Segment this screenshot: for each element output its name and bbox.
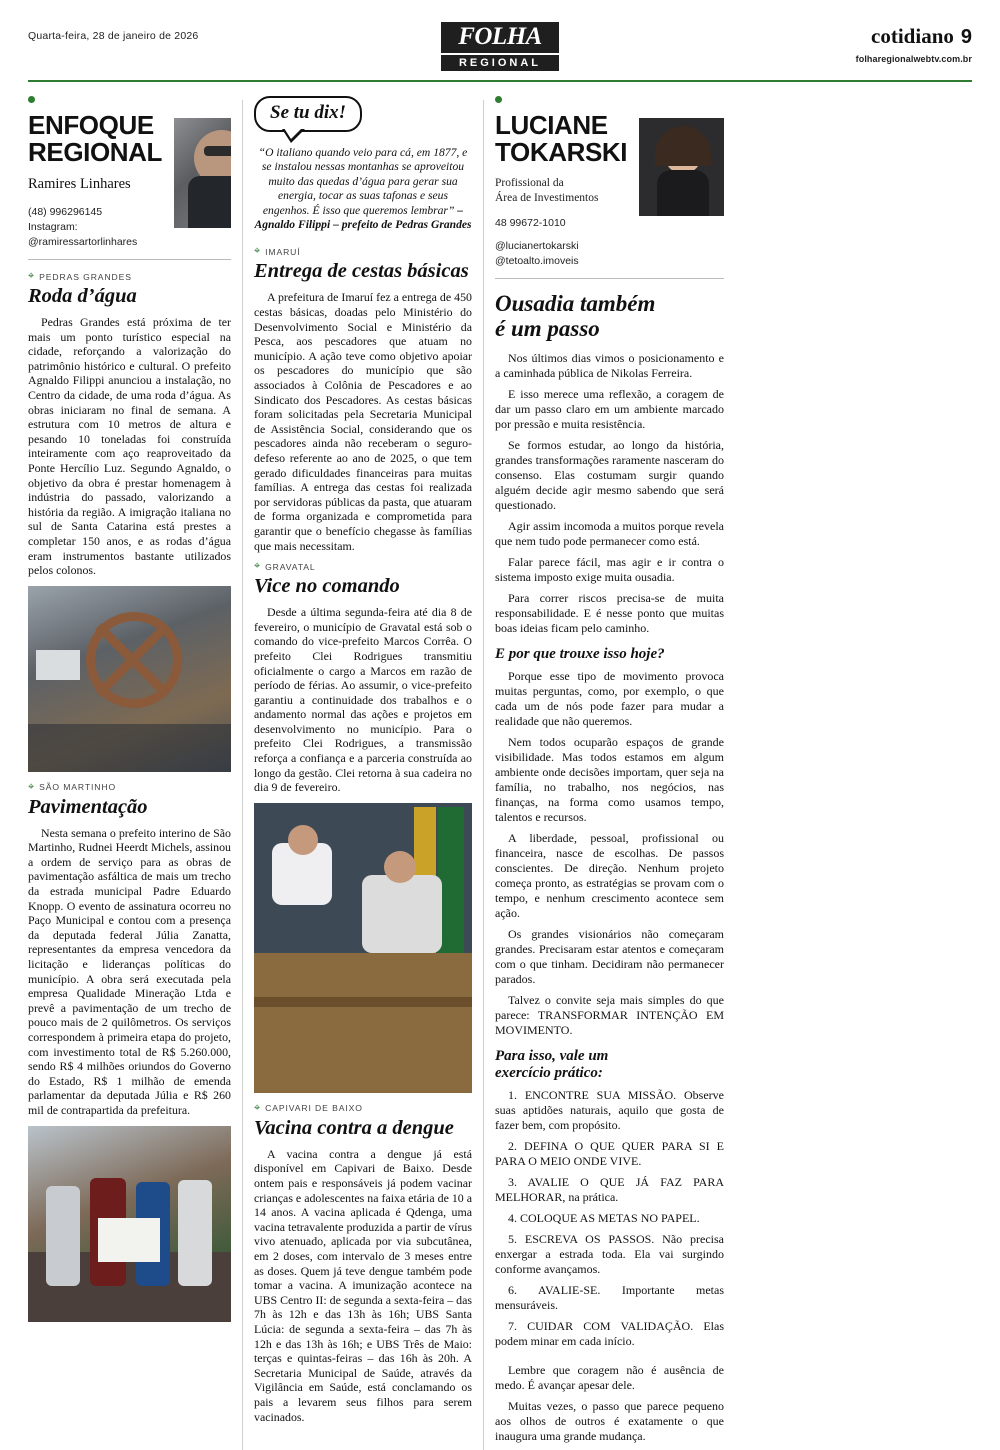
- author-phone: 48 99672-1010: [495, 217, 566, 229]
- article-location: [28, 271, 231, 282]
- article-title: Roda d’água: [28, 285, 137, 307]
- article-photo-transmissao-cargo: [254, 803, 472, 1093]
- author-instagram-2: @tetoalto.imoveis: [495, 255, 579, 267]
- column-bullet: [495, 96, 502, 103]
- opinion-step: 7. CUIDAR COM VALIDAÇÃO. Elas podem minar em cada início.: [495, 1319, 724, 1348]
- article-cestas-basicas: [254, 246, 472, 553]
- opinion-paragraph: A liberdade, pessoal, profissional ou financeira, nasce de escolhas. De passos conscientes. De direção. Nenhum projeto começa pronto, as estratégias se provam com o tempo, e nenhum crescimento acontece sem ação.: [495, 831, 724, 920]
- article-paragraph: A vacina contra a dengue já está disponível em Capivari de Baixo. Desde ontem pais e responsáveis já podem vacinar crianças e adolescentes na faixa etária de 10 a 14 anos. A vacina aplicada é Qdenga, uma vacina tetravalente produzida a partir de vírus vivo atenuado, aplicada por via subcutânea, em 2 doses, com intervalo de 3 meses entre as doses. Quem já teve dengue também pode tomar a vacina. A imunização acontece na UBS Centro II: de segunda a sexta-feira – das 7h às 12h e das 13h às 16h; UBS Santa Lúcia: de segunda a sexta-feira – das 7h às 12h e das 13h às 16h; e UBS Três de Maio: terças e quintas-feiras – das 16h às 20h. A Secretaria Municipal de Saúde, através da Vigilância em Saúde, está conclamando os pais a levarem seus filhos para serem vacinados.: [254, 1146, 472, 1424]
- opinion-step: 3. AVALIE O QUE JÁ FAZ PARA MELHORAR, na prática.: [495, 1175, 724, 1204]
- article-location-label: SÃO MARTINHO: [39, 782, 117, 793]
- opinion-paragraph: Nem todos ocuparão espaços de grande visibilidade. Mas todos estamos em algum ambiente onde decisões importam, quer seja na família, no trabalho, nos negócios, nas finanças, na forma como usamos tempo, talentos e recursos.: [495, 735, 724, 824]
- opinion-step: 2. DEFINA O QUE QUER PARA SI E PARA O MEIO ONDE VIVE.: [495, 1139, 724, 1168]
- author-portrait-photo: [639, 118, 724, 216]
- article-photo-roda-dagua: [28, 586, 231, 772]
- article-paragraph: Nesta semana o prefeito interino de São Martinho, Rudnei Heerdt Michels, assinou a ordem de serviço para as obras de pavimentação asfáltica de mais um trecho da estrada municipal Padre Eduardo Knopp. O evento de assinatura ocorreu no Paço Municipal e contou com a presença da deputada federal Júlia Zanatta, representantes da empresa vencedora da licitação e lideranças políticas do município. A obra será executada pela empresa Qualidade Mineração Ltda e prevê a pavimentação de um trecho de pouco mais de 2 quilômetros. Os serviços correspondem à primeira etapa do projeto, com investimento total de R$ 5.260.000, sendo R$ 4 milhões oriundos do Governo do Estado, R$ 1 milhão de emenda parlamentar da deputada Júlia e R$ 260 mil de contrapartida da prefeitura.: [28, 825, 231, 1117]
- quote-attribution: – Agnaldo Filippi – prefeito de Pedras Grandes: [254, 203, 472, 232]
- article-paragraph: Pedras Grandes está próxima de ter mais um ponto turístico especial na cidade, reforçando a valorização do patrimônio histórico e cultural. O prefeito Agnaldo Filippi anunciou a instalação, no Centro da cidade, de uma roda d’água. As obras iniciaram no final de semana. A estrutura com 10 metros de altura e pesando 10 toneladas foi construída inteiramente com aço reaproveitado da Ponte Hercílio Luz. Segundo Agnaldo, o objetivo da obra é prestar homenagem à indústria do passado, valorizando a história da região. A imigração italiana no sul de Santa Catarina está prestes a completar 150 anos, e as rodas d’água eram instrumentos bastante utilizados pelos colonos.: [28, 315, 231, 578]
- article-paragraph: A prefeitura de Imaruí fez a entrega de 450 cestas básicas, doadas pelo Ministério do Desenvolvimento Social e Ministério da Pesca, aos pescadores que atuam no município. A ação teve como objetivo apoiar os pescadores do município que são associados à Colônia de Pescadores e ao Sindicato dos Pescadores. As cestas básicas foram solicitadas pela Secretaria Municipal de Assistência Social, considerando que os pescadores ainda não receberam o seguro-defeso referente ao ano de 2025, o que tem gerado dificuldades financeiras para muitas famílias. A entrega das cestas foi realizada por servidoras públicas da pasta, que atuaram de forma organizada e comprometida para garantir que o benefício chegasse às famílias que mais necessitam.: [254, 290, 472, 553]
- opinion-paragraph: Agir assim incomoda a muitos porque revela que nem tudo pode permanecer como está.: [495, 519, 724, 548]
- article-title: Vacina contra a dengue: [254, 1116, 454, 1139]
- column-enfoque-regional: [28, 96, 242, 1450]
- article-location-label: CAPIVARI DE BAIXO: [265, 1103, 363, 1114]
- brand-line-2: REGIONAL: [28, 137, 163, 167]
- article-roda-dagua: [28, 271, 231, 772]
- quote-label: Se tu dix!: [270, 102, 347, 123]
- column-bullet: [28, 96, 35, 103]
- article-title: Pavimentação: [28, 795, 148, 818]
- opinion-headline: [495, 291, 724, 341]
- page-columns: [28, 96, 972, 1450]
- article-location-label: GRAVATAL: [265, 561, 316, 572]
- speech-bubble-tail-inner: [284, 128, 302, 139]
- article-location: [254, 1103, 472, 1114]
- opinion-step: 1. ENCONTRE SUA MISSÃO. Observe suas aptidões naturais, aquilo que gosta de fazer bem, com propósito.: [495, 1088, 724, 1132]
- article-title: Entrega de cestas básicas: [254, 260, 469, 283]
- author-instagram-1: @lucianertokarski: [495, 240, 579, 252]
- map-pin-icon: ⌖: [254, 560, 262, 573]
- article-vice-no-comando: [254, 561, 472, 1093]
- map-pin-icon: ⌖: [28, 270, 36, 282]
- article-location: [254, 246, 472, 257]
- quote-body: “O italiano quando veio para cá, em 1877, e se instalou nessas montanhas se aproveitou muito das quedas d’água para gerar sua energia, tocar as suas tafonas e seus engenhos. É isso que queremos lembrar”: [258, 146, 468, 217]
- opinion-paragraph: Nos últimos dias vimos o posicionamento e a caminhada pública de Nikolas Ferreira.: [495, 351, 724, 380]
- article-paragraph: Desde a última segunda-feira até dia 8 de fevereiro, o município de Gravatal está sob o comando do vice-prefeito Marcos Corrêa. O prefeito Clei Rodrigues transmitiu oficialmente o cargo a Marcos em razão de período de férias. Ao assumir, o vice-prefeito garantiu a continuidade dos trabalhos e o andamento normal das ações e projetos em desenvolvimento no município. Para o prefeito Clei Rodrigues, a transmissão reforça a confiança e a parceria construída ao longo da gestão. Clei retorna à sua cadeira no dia 9 de fevereiro.: [254, 605, 472, 795]
- page-number: 9: [960, 26, 972, 48]
- opinion-paragraph: Porque esse tipo de movimento provoca muitas perguntas, como, por exemplo, o que cada um de nós pode fazer para mudar a realidade que não queremos.: [495, 669, 724, 728]
- article-vacina-dengue: [254, 1103, 472, 1424]
- map-pin-icon: ⌖: [254, 245, 262, 258]
- author-role-line-1: Profissional da: [495, 177, 564, 189]
- opinion-subheading-1: E por que trouxe isso hoje?: [495, 646, 665, 662]
- opinion-closing-paragraph: Muitas vezes, o passo que parece pequeno aos olhos de outros é exatamente o que inaugura uma grande mudança.: [495, 1399, 724, 1443]
- opinion-headline-line-2: é um passo: [495, 316, 600, 341]
- masthead: [28, 22, 972, 74]
- column-middle: [243, 96, 483, 1450]
- article-title: Vice no comando: [254, 575, 400, 598]
- brand-line-1: ENFOQUE: [28, 110, 154, 140]
- columnist-divider: [28, 259, 231, 260]
- opinion-paragraph: Os grandes visionários não começaram grandes. Precisaram estar atentos e começaram com o que tinham. Decidiram não permanecer parados.: [495, 927, 724, 986]
- columnist-portrait-photo: [174, 118, 231, 228]
- logo-bottom-text: REGIONAL: [441, 55, 559, 71]
- publication-date: Quarta-feira, 28 de janeiro de 2026: [28, 30, 199, 42]
- opinion-paragraph: E isso merece uma reflexão, a coragem de dar um passo claro em um ambiente marcado por pressão e muita resistência.: [495, 387, 724, 431]
- opinion-step: 6. AVALIE-SE. Importante metas mensuráveis.: [495, 1283, 724, 1312]
- opinion-headline-line-1: Ousadia também: [495, 291, 656, 316]
- section-name: cotidiano: [871, 24, 954, 48]
- masthead-divider: [28, 80, 972, 82]
- columnist-header: [28, 112, 231, 250]
- opinion-subheading-2-line-1: Para isso, vale um: [495, 1048, 609, 1064]
- opinion-paragraph: Se formos estudar, ao longo da história, grandes transformações raramente nasceram do consenso. Elas costumam surgir quando alguém decide agir mesmo sabendo que será questionado.: [495, 438, 724, 512]
- author-line-2: TOKARSKI: [495, 137, 628, 167]
- opinion-subheading-2: [495, 1048, 724, 1082]
- article-location: [254, 561, 472, 572]
- author-divider: [495, 278, 724, 279]
- article-location-label: IMARUÍ: [265, 246, 301, 257]
- columnist-name: Ramires Linhares: [28, 176, 131, 192]
- masthead-right: [856, 24, 972, 64]
- columnist-phone: (48) 996296145: [28, 206, 103, 218]
- author-role-line-2: Área de Investimentos: [495, 192, 599, 204]
- website-url: folharegionalwebtv.com.br: [855, 54, 972, 64]
- columnist-instagram: Instagram: @ramiressartorlinhares: [28, 221, 138, 248]
- article-pavimentacao: [28, 782, 231, 1322]
- quote-text: [254, 146, 472, 232]
- opinion-paragraph: Falar parece fácil, mas agir e ir contra o sistema imposto exige muita ousadia.: [495, 555, 724, 584]
- quote-block: [254, 96, 472, 232]
- logo-top-text: FOLHA: [441, 22, 559, 53]
- opinion-paragraph: Talvez o convite seja mais simples do que parece: TRANSFORMAR INTENÇÃO EM MOVIMENTO.: [495, 993, 724, 1037]
- speech-bubble: [254, 96, 362, 132]
- article-photo-pavimentacao: [28, 1126, 231, 1322]
- map-pin-icon: ⌖: [254, 1101, 262, 1114]
- opinion-columnist-header: [495, 112, 724, 269]
- author-line-1: LUCIANE: [495, 110, 608, 140]
- article-location-label: PEDRAS GRANDES: [39, 271, 132, 282]
- opinion-closing-paragraph: Lembre que coragem não é ausência de medo. É avançar apesar dele.: [495, 1363, 724, 1392]
- article-location: [28, 782, 231, 793]
- opinion-paragraph: Para correr riscos precisa-se de muita responsabilidade. E é nesse ponto que muitas boas ideias ficam pelo caminho.: [495, 591, 724, 635]
- column-luciane-tokarski: [484, 96, 724, 1450]
- opinion-step: 4. COLOQUE AS METAS NO PAPEL.: [508, 1211, 700, 1225]
- folha-regional-logo: [441, 22, 559, 71]
- opinion-subheading-2-line-2: exercício prático:: [495, 1065, 603, 1081]
- opinion-step: 5. ESCREVA OS PASSOS. Não precisa enxergar a estrada toda. Ela vai surgindo conforme avançamos.: [495, 1232, 724, 1276]
- map-pin-icon: ⌖: [28, 780, 36, 793]
